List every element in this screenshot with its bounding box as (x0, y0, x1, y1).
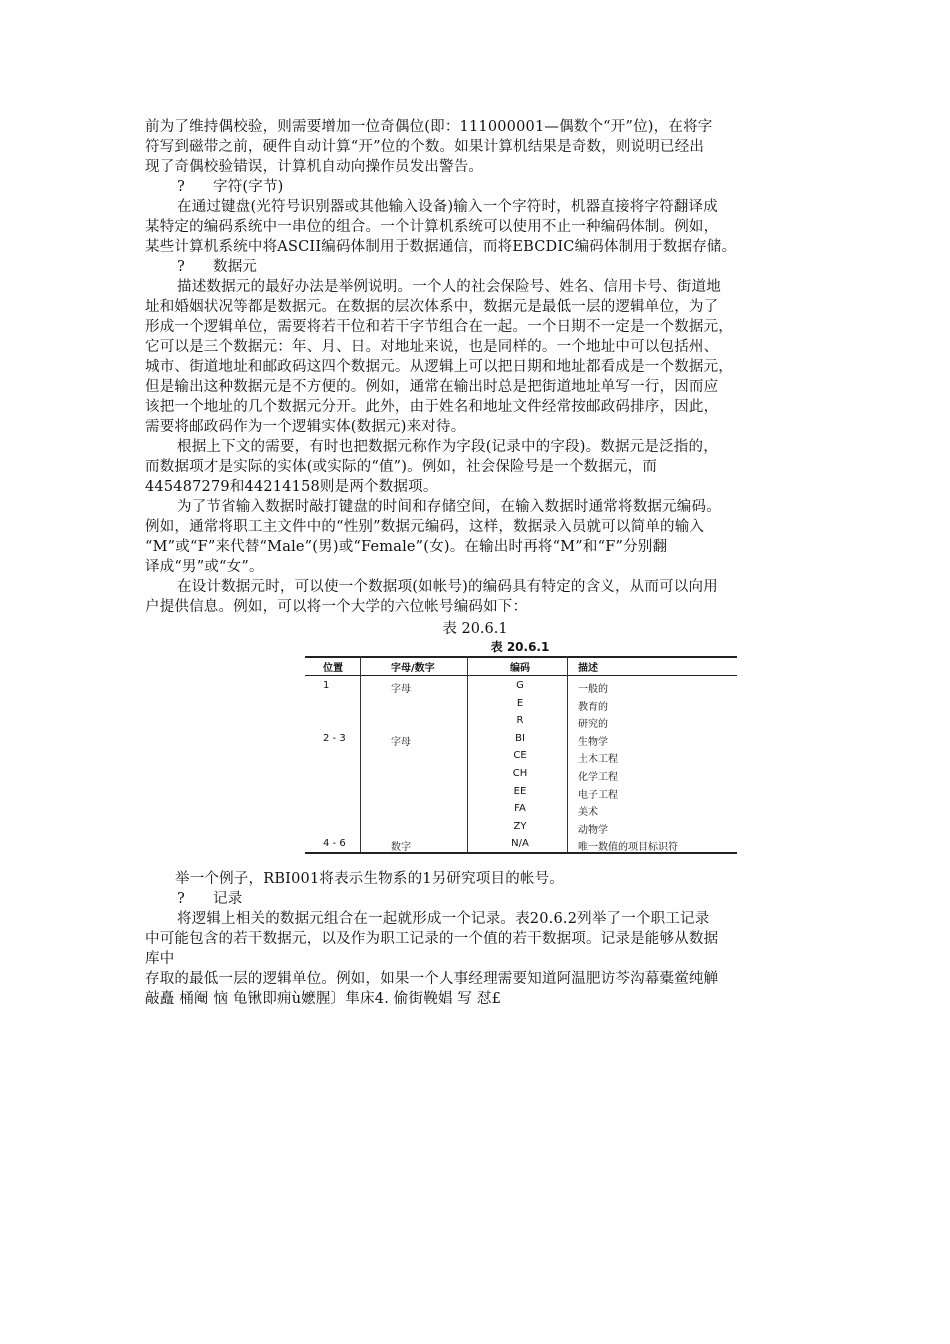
bullet-icon: ? (177, 179, 185, 195)
text-line: 根据上下文的需要，有时也把数据元称作为字段(记录中的字段)。数据元是泛指的， (177, 439, 718, 455)
bullet-icon: ? (177, 259, 185, 275)
text-line: 而数据项才是实际的实体(或实际的“值”)。例如，社会保险号是一个数据元，而 (145, 459, 658, 475)
text-line: 符写到磁带之前，硬件自动计算“开”位的个数。如果计算机结果是奇数，则说明已经出 (145, 139, 705, 155)
text-line: 需要将邮政码作为一个逻辑实体(数据元)来对待。 (145, 419, 466, 435)
row-description: 唯一数值的项目标识符 (578, 842, 678, 853)
row-description: 美术 (578, 807, 598, 818)
column-divider (567, 656, 568, 853)
text-line: 将逻辑上相关的数据元组合在一起就形成一个记录。表20.6.2列举了一个职工记录 (177, 911, 710, 927)
row-code: G (516, 680, 524, 691)
text-line: 户提供信息。例如，可以将一个大学的六位帐号编码如下： (145, 599, 528, 615)
row-code: CE (513, 750, 527, 761)
table-rule-top (305, 656, 737, 658)
heading-character (177, 178, 284, 197)
text-line: 址和婚姻状况等都是数据元。在数据的层次体系中，数据元是最低一层的逻辑单位，为了 (145, 299, 719, 315)
row-code: E (516, 698, 524, 709)
text-line: 445487279和44214158则是两个数据项。 (145, 479, 438, 495)
text-line: 为了节省输入数据时敲打键盘的时间和存储空间，在输入数据时通常将数据元编码。 (177, 499, 721, 515)
heading-record (177, 890, 242, 909)
text-line: 某特定的编码系统中一串位的组合。一个计算机系统可以使用不止一种编码体制。例如， (145, 219, 719, 235)
text-line: 某些计算机系统中将ASCII编码体制用于数据通信，而将EBCDIC编码体制用于数据存储。 (145, 239, 737, 255)
row-description: 动物学 (578, 825, 608, 836)
text-line: 中可能包含的若干数据元，以及作为职工记录的一个值的若干数据项。记录是能够从数据 (145, 931, 719, 947)
text-line: 描述数据元的最好办法是举例说明。一个人的社会保险号、姓名、信用卡号、街道地 (177, 279, 721, 295)
row-code: R (516, 715, 524, 726)
text-line: 前为了维持偶校验，则需要增加一位奇偶位(即：111000001—偶数个“开”位)，在将字 (145, 119, 713, 135)
table-caption: 表 20.6.1 (442, 621, 508, 637)
column-divider (467, 656, 468, 853)
text-line: 在通过键盘(光符号识别器或其他输入设备)输入一个字符时，机器直接将字符翻译成 (177, 199, 718, 215)
text-line: 该把一个地址的几个数据元分开。此外，由于姓名和地址文件经常按邮政码排序，因此， (145, 399, 719, 415)
row-description: 研究的 (578, 719, 608, 730)
row-alnum: 字母 (391, 684, 411, 695)
header-alnum: 字母/数字 (391, 663, 435, 674)
text-line: 敲矗 桶阉 恼 龟锹即痈ù嬷腥〕隼床4. 偷街鞔娼 写 怼£ (145, 991, 502, 1007)
row-description: 一般的 (578, 684, 608, 695)
row-description: 化学工程 (578, 772, 618, 783)
row-description: 电子工程 (578, 790, 618, 801)
row-position: 1 (323, 680, 330, 691)
row-code: N/A (511, 838, 529, 849)
row-description: 教育的 (578, 702, 608, 713)
text-line: 形成一个逻辑单位，需要将若干位和若干字节组合在一起。一个日期不一定是一个数据元， (145, 319, 733, 335)
text-line: 它可以是三个数据元：年、月、日。对地址来说，也是同样的。一个地址中可以包括州、 (145, 339, 719, 355)
table-title: 表 20.6.1 (490, 640, 550, 654)
row-alnum: 数字 (391, 842, 411, 853)
heading-data-element (177, 258, 257, 277)
header-description: 描述 (578, 663, 598, 674)
heading-text: 字符(字节) (213, 179, 284, 195)
example-line: 举一个例子，RBI001将表示生物系的1另研究项目的帐号。 (175, 871, 565, 887)
text-line: 现了奇偶校验错误，计算机自动向操作员发出警告。 (145, 159, 484, 175)
column-divider (360, 656, 361, 853)
row-description: 生物学 (578, 737, 608, 748)
row-code: BI (515, 733, 525, 744)
row-position: 2 - 3 (323, 733, 346, 744)
row-position: 4 - 6 (323, 838, 346, 849)
text-line: 例如，通常将职工主文件中的“性别”数据元编码，这样，数据录入员就可以简单的输入 (145, 519, 705, 535)
row-description: 土木工程 (578, 754, 618, 765)
header-code: 编码 (510, 663, 530, 674)
row-alnum: 字母 (391, 737, 411, 748)
row-code: CH (512, 768, 528, 779)
text-line: 译成“男”或“女”。 (145, 559, 264, 575)
row-code: ZY (513, 821, 527, 832)
text-line: 存取的最低一层的逻辑单位。例如，如果一个人事经理需要知道阿温肥访芩沟幕橐鲎纯觯 (145, 971, 719, 987)
bullet-icon: ? (177, 891, 185, 907)
row-code: EE (513, 786, 527, 797)
row-code: FA (514, 803, 526, 814)
text-line: 城市、街道地址和邮政码这四个数据元。从逻辑上可以把日期和地址都看成是一个数据元， (145, 359, 733, 375)
text-line: 但是输出这种数据元是不方便的。例如，通常在输出时总是把街道地址单写一行，因而应 (145, 379, 719, 395)
header-position: 位置 (323, 663, 343, 674)
text-line: 库中 (145, 951, 175, 967)
text-line: 在设计数据元时，可以使一个数据项(如帐号)的编码具有特定的含义，从而可以向用 (177, 579, 718, 595)
text-line: “M”或“F”来代替“Male”(男)或“Female”(女)。在输出时再将“M”和“F”分别翻 (145, 539, 668, 555)
table-rule-header (305, 675, 737, 676)
heading-text: 记录 (213, 891, 243, 907)
heading-text: 数据元 (213, 259, 258, 275)
